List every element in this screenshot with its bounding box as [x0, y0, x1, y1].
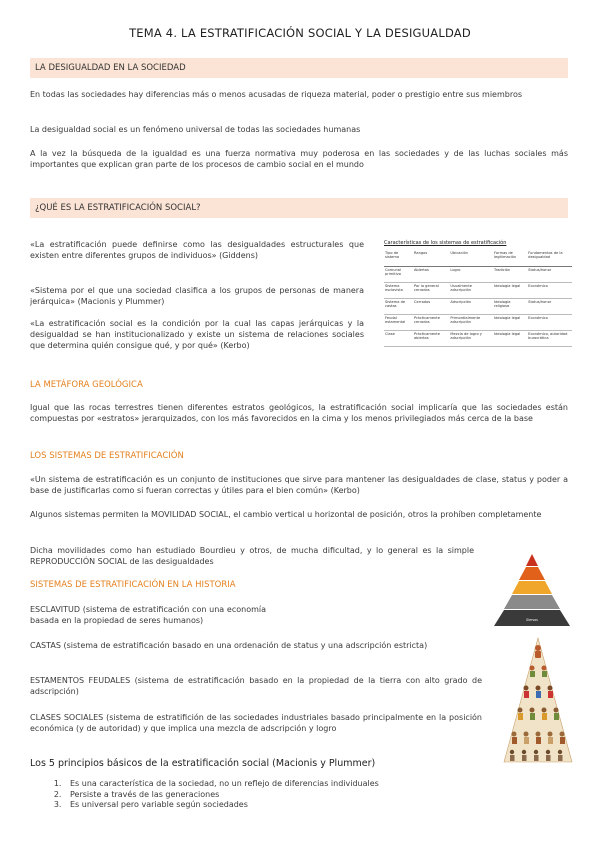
- pyramid-tier-2: [519, 567, 545, 580]
- paragraph-castas: CASTAS (sistema de estratificación basado en una ordenación de status y una adscripción estricta): [30, 641, 428, 650]
- paragraph-estamentos: ESTAMENTOS FEUDALES (sistema de estratificación basado en la propiedad de la tierra con alto grado de adscripción): [30, 676, 482, 696]
- social-pyramid-illustration: [486, 552, 578, 628]
- table-cell: Status/honor: [527, 266, 572, 282]
- table-cell: Tradición: [493, 266, 527, 282]
- table-cell: Primordialmente adscripción: [449, 314, 493, 330]
- table-cell: Económico: [527, 282, 572, 298]
- table-row: [384, 282, 572, 298]
- table-cell: Mezcla de logro y adscripción: [449, 330, 493, 346]
- principios-list: [30, 779, 564, 811]
- paragraph-sistemas-2: Algunos sistemas permiten la MOVILIDAD SOCIAL, el cambio vertical u horizontal de posición, otros la prohíben completamente: [30, 510, 542, 519]
- table-cell: Prácticamente cerrados: [413, 314, 449, 330]
- table-header-cell: Ubicación: [449, 250, 493, 266]
- table-cell: Por lo general cerrados: [413, 282, 449, 298]
- page-title: TEMA 4. LA ESTRATIFICACIÓN SOCIAL Y LA DESIGUALDAD: [129, 26, 471, 40]
- table-header-cell: Tipo de sistema: [384, 250, 413, 266]
- table-cell: Ideología legal: [493, 314, 527, 330]
- feudal-pyramid-cartoon: [500, 634, 576, 766]
- paragraph-metafora: Igual que las rocas terrestres tienen diferentes estratos geológicos, la estratificación social implicaría que las sociedades están compuestas por «estratos» jerarquizados, con los más favorecidos en la cima y los menos privilegiados más cerca de la base: [30, 403, 568, 423]
- table-cell: Económico: [527, 314, 572, 330]
- table-cell: Comunal primitivo: [384, 266, 413, 282]
- table-cell: Ideología legal: [493, 282, 527, 298]
- table-cell: Ideología legal: [493, 330, 527, 346]
- paragraph-desigualdad-1: En todas las sociedades hay diferencias más o menos acusadas de riqueza material, poder o prestigio entre sus miembros: [30, 90, 523, 99]
- table-row: [384, 298, 572, 314]
- systems-comparison-table: [384, 240, 572, 347]
- quote-macionis: «Sistema por el que una sociedad clasifica a los grupos de personas de manera jerárquica» (Macionis y Plummer): [30, 286, 364, 306]
- table-header-cell: Rangos: [413, 250, 449, 266]
- pyramid-tier-1: [526, 554, 538, 566]
- list-item: 1. Es una característica de la sociedad, no un reflejo de diferencias individuales: [64, 779, 564, 790]
- table-header-cell: Fundamentos de la desigualdad: [527, 250, 572, 266]
- table-cell: Status/honor: [527, 298, 572, 314]
- pyramid-tier-3: [512, 581, 552, 594]
- table-cell: Adscripción: [449, 298, 493, 314]
- paragraph-sistemas-3: Dicha movilidades como han estudiado Bourdieu y otros, de mucha dificultad, y lo general es la simple REPRODUCCIÓN SOCIAL de las desigualdades: [30, 546, 474, 566]
- table-cell: Sistema esclavista: [384, 282, 413, 298]
- paragraph-esclavitud: ESCLAVITUD (sistema de estratificación con una economía basada en la propiedad de seres humanos): [30, 605, 266, 625]
- paragraph-desigualdad-3: A la vez la búsqueda de la igualdad es una fuerza normativa muy poderosa en las sociedades y de las luchas sociales más importantes que explican gran parte de los procesos de cambio social en el mundo: [30, 149, 568, 169]
- table-cell: Cerrados: [413, 298, 449, 314]
- table-header-row: [384, 250, 572, 266]
- table-cell: Logro: [449, 266, 493, 282]
- pyramid-tier-4: [504, 595, 560, 609]
- table-cell: Feudal estamental: [384, 314, 413, 330]
- table-row: [384, 330, 572, 346]
- principios-heading: Los 5 principios básicos de la estratificación social (Macionis y Plummer): [30, 758, 376, 769]
- list-item: 3. Es universal pero variable según sociedades: [64, 800, 564, 811]
- quote-giddens: «La estratificación puede definirse como las desigualdades estructurales que existen entre diferentes grupos de individuos» (Giddens): [30, 240, 364, 260]
- table-row: [384, 314, 572, 330]
- table-cell: Económico, autoridad burocrática: [527, 330, 572, 346]
- table-row: [384, 266, 572, 282]
- table-cell: Usualmente adscripción: [449, 282, 493, 298]
- subheading-metafora: LA METÁFORA GEOLÓGICA: [30, 380, 143, 390]
- paragraph-clases: CLASES SOCIALES (sistema de estratifición de las sociedades industriales basado principalmente en la posición económica (y de autoridad) y que implica una mezcla de adscripción y logro: [30, 713, 482, 733]
- paragraph-desigualdad-2: La desigualdad social es un fenómeno universal de todas las sociedades humanas: [30, 125, 361, 134]
- table-title: Características de los sistemas de estratificación: [384, 240, 507, 246]
- section-heading-desigualdad: LA DESIGUALDAD EN LA SOCIEDAD: [30, 58, 568, 78]
- list-item: 2. Persiste a través de las generaciones: [64, 790, 564, 801]
- subheading-historia: SISTEMAS DE ESTRATIFICACIÓN EN LA HISTORIA: [30, 580, 236, 590]
- table-cell: Prácticamente abiertos: [413, 330, 449, 346]
- table-cell: Sistema de castas: [384, 298, 413, 314]
- table-header-cell: Formas de legitimación: [493, 250, 527, 266]
- paragraph-sistemas-1: «Un sistema de estratificación es un conjunto de instituciones que sirve para mantener las desigualdades de clase, status y poder a base de justificarlas como si fueran correctas y útiles para el bien común» (Kerbo): [30, 475, 568, 495]
- pyramid-tier-label: Siervos: [526, 618, 538, 622]
- table-cell: Clase: [384, 330, 413, 346]
- table-cell: Ideología religiosa: [493, 298, 527, 314]
- section-heading-estratificacion: ¿QUÉ ES LA ESTRATIFICACIÓN SOCIAL?: [30, 198, 568, 218]
- subheading-sistemas: LOS SISTEMAS DE ESTRATIFICACIÓN: [30, 451, 184, 461]
- quote-kerbo: «La estratificación social es la condición por la cual las capas jerárquicas y la desigualdad se han institucionalizado y existe un sistema de relaciones sociales que determina quién consigue qué, y por qué» (Kerbo): [30, 319, 364, 350]
- table-cell: Abiertos: [413, 266, 449, 282]
